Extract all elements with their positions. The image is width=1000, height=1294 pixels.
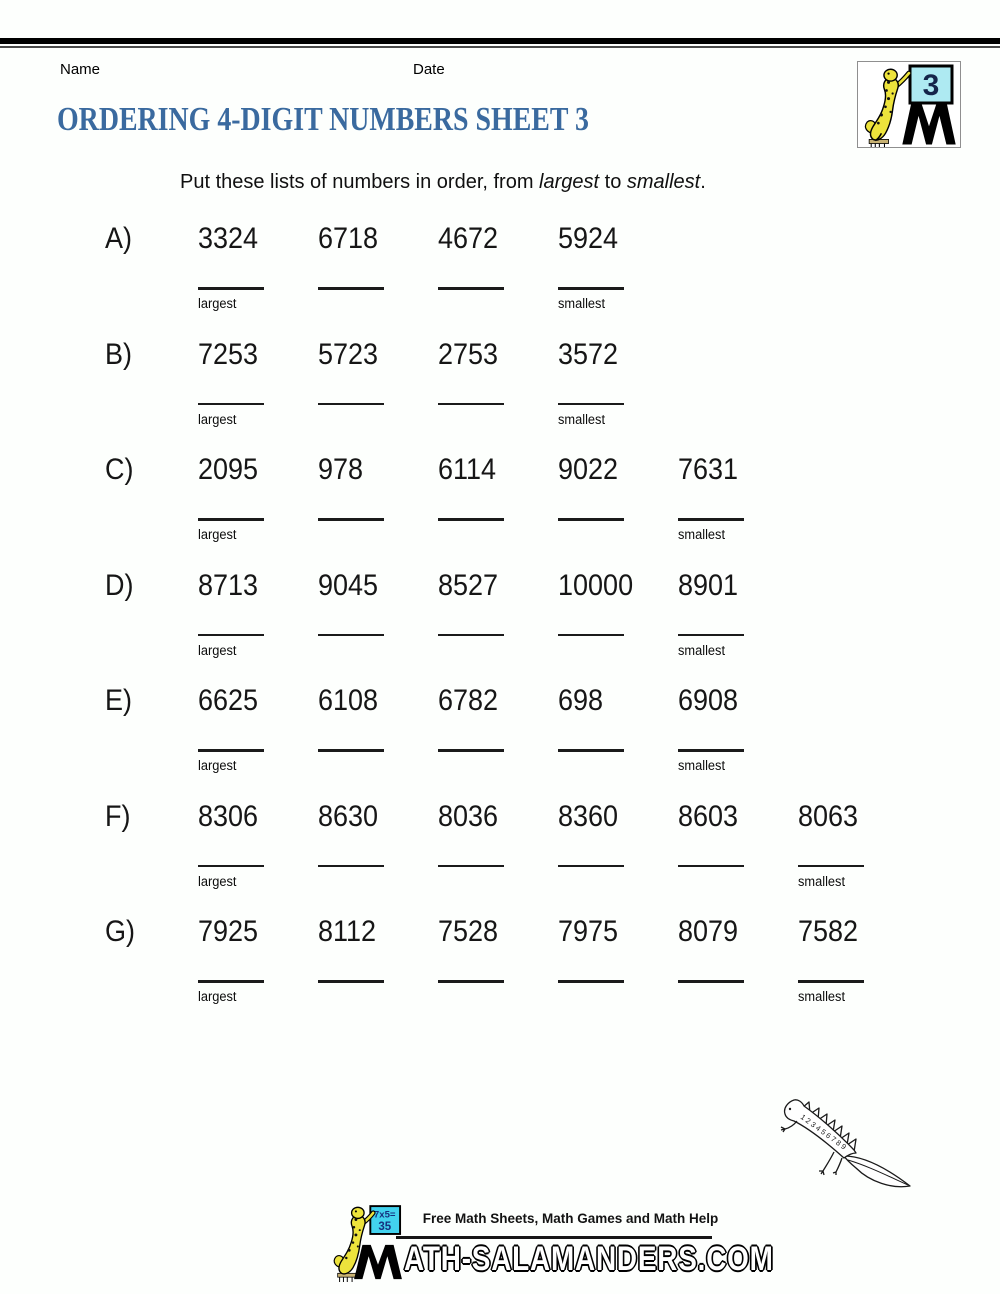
svg-text:7x5=: 7x5= — [373, 1209, 396, 1221]
footer-rule — [396, 1236, 712, 1239]
footer-tagline: Free Math Sheets, Math Games and Math Help — [422, 1211, 719, 1226]
question-row-g — [0, 917, 1000, 1017]
answer-blank — [318, 287, 384, 290]
answer-blank — [558, 865, 624, 868]
row-number: 8112 — [318, 915, 377, 948]
row-number: 978 — [318, 453, 364, 486]
answer-blank — [678, 634, 744, 637]
answer-blank — [198, 865, 264, 868]
largest-hint: largest — [198, 411, 237, 427]
answer-blank — [558, 287, 624, 290]
row-number: 7925 — [198, 915, 259, 948]
answer-blank — [198, 980, 264, 983]
row-number: 7253 — [198, 337, 259, 371]
footer-number-card — [370, 1206, 400, 1234]
smallest-hint: smallest — [558, 411, 606, 427]
instruction-mid: to — [599, 171, 627, 193]
footer-logo-block — [330, 1203, 774, 1293]
instruction-prefix: Put these lists of numbers in order, from — [180, 171, 540, 193]
answer-blank — [198, 403, 264, 406]
row-number: 7528 — [438, 915, 499, 948]
row-number: 8063 — [798, 799, 859, 833]
row-number: 8603 — [678, 799, 739, 833]
footer-m-logo-icon — [352, 1239, 404, 1285]
footer-site-name: ATH-SALAMANDERS.COM — [404, 1240, 774, 1278]
answer-blank — [318, 749, 384, 752]
row-number: 7631 — [678, 453, 739, 486]
answer-blank — [558, 403, 624, 406]
answer-blank — [318, 865, 384, 868]
answer-blank — [558, 749, 624, 752]
smallest-hint: smallest — [678, 527, 726, 542]
row-number: 3572 — [558, 337, 619, 371]
row-number: 698 — [558, 684, 604, 717]
row-number: 2095 — [198, 453, 259, 486]
question-row-d — [0, 568, 1000, 671]
row-number: 7582 — [798, 915, 859, 948]
row-letter-label: E) — [105, 684, 132, 717]
row-number: 6908 — [678, 684, 739, 717]
row-number: 10000 — [558, 568, 634, 602]
name-label: Name — [60, 61, 101, 78]
answer-blank — [678, 865, 744, 868]
question-row-f — [0, 799, 1000, 902]
answer-blank — [198, 518, 264, 521]
date-label: Date — [413, 61, 445, 78]
row-letter-label: G) — [105, 915, 135, 948]
newt-numbers: 1 2 3 4 5 6 7 8 9 — [798, 1112, 848, 1152]
row-number: 8630 — [318, 799, 379, 833]
answer-blank — [318, 634, 384, 637]
answer-blank — [198, 634, 264, 637]
row-number: 5924 — [558, 222, 619, 255]
answer-blank — [438, 865, 504, 868]
answer-blank — [798, 865, 864, 868]
answer-blank — [438, 749, 504, 752]
page-title: ORDERING 4-DIGIT NUMBERS SHEET 3 — [57, 101, 589, 138]
question-row-b — [0, 337, 1000, 440]
answer-blank — [558, 634, 624, 637]
row-letter-label: A) — [105, 222, 132, 255]
answer-blank — [678, 518, 744, 521]
row-number: 6718 — [318, 222, 379, 255]
largest-hint: largest — [198, 642, 237, 658]
answer-blank — [678, 980, 744, 983]
row-letter-label: C) — [105, 453, 134, 486]
answer-blank — [438, 634, 504, 637]
row-number: 8360 — [558, 799, 619, 833]
answer-blank — [438, 518, 504, 521]
instruction-largest: largest — [539, 171, 600, 193]
largest-hint: largest — [198, 989, 237, 1004]
question-row-e — [0, 686, 1000, 786]
smallest-hint: smallest — [798, 989, 846, 1004]
answer-blank — [438, 287, 504, 290]
answer-blank — [198, 287, 264, 290]
row-number: 6108 — [318, 684, 379, 717]
largest-hint: largest — [198, 296, 237, 311]
row-number: 6114 — [438, 453, 497, 486]
row-number: 8036 — [438, 799, 499, 833]
row-number: 3324 — [198, 222, 259, 255]
instruction-suffix: . — [700, 171, 706, 193]
answer-blank — [438, 980, 504, 983]
smallest-hint: smallest — [678, 642, 726, 658]
row-number: 8713 — [198, 568, 259, 602]
answer-blank — [558, 980, 624, 983]
largest-hint: largest — [198, 527, 237, 542]
row-number: 9022 — [558, 453, 619, 486]
answer-blank — [438, 403, 504, 406]
smallest-hint: smallest — [678, 758, 726, 773]
row-letter-label: B) — [105, 337, 132, 371]
row-letter-label: D) — [105, 568, 134, 602]
row-number: 8079 — [678, 915, 739, 948]
svg-text:35: 35 — [378, 1221, 392, 1234]
newt-line-art-icon — [778, 1094, 930, 1194]
answer-blank — [318, 403, 384, 406]
largest-hint: largest — [198, 873, 237, 889]
answer-blank — [558, 518, 624, 521]
row-number: 6782 — [438, 684, 499, 717]
row-number: 7975 — [558, 915, 619, 948]
row-number: 8527 — [438, 568, 499, 602]
answer-blank — [198, 749, 264, 752]
answer-blank — [318, 518, 384, 521]
question-row-a — [0, 224, 1000, 324]
answer-blank — [318, 980, 384, 983]
svg-text:3: 3 — [922, 69, 940, 102]
row-number: 5723 — [318, 337, 379, 371]
smallest-hint: smallest — [798, 873, 846, 889]
row-letter-label: F) — [105, 799, 131, 833]
answer-blank — [678, 749, 744, 752]
row-number: 6625 — [198, 684, 259, 717]
row-number: 9045 — [318, 568, 379, 602]
smallest-hint: smallest — [558, 296, 606, 311]
row-number: 8901 — [678, 568, 739, 602]
instruction-smallest: smallest — [626, 171, 701, 193]
row-number: 4672 — [438, 222, 499, 255]
largest-hint: largest — [198, 758, 237, 773]
answer-blank — [798, 980, 864, 983]
question-row-c — [0, 455, 1000, 555]
row-number: 8306 — [198, 799, 259, 833]
row-number: 2753 — [438, 337, 499, 371]
